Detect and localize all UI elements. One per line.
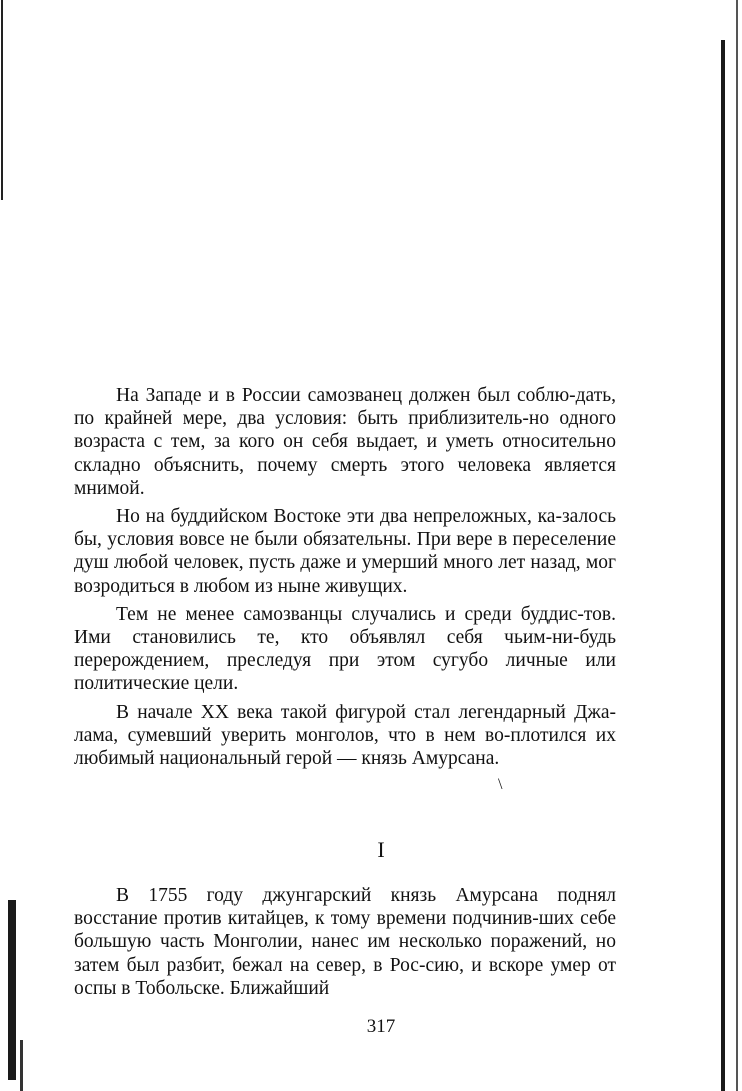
intro-paragraph-3: Тем не менее самозванцы случались и среди буддис-тов. Ими становились те, кто объявлял себя чьим-ни-будь перерождением, преследуя при этом сугубо личные или политические цели. — [74, 603, 616, 695]
chapter-text — [74, 884, 616, 1005]
scan-edge-left — [1, 0, 3, 200]
chapter-paragraph-1: В 1755 году джунгарский князь Амурсана поднял восстание против китайцев, к тому времени подчинив-ших себе большую часть Монголии, нанес им несколько поражений, но затем был разбит, бежал на север, в Рос-сию, и вскоре умер от оспы в Тобольске. Ближайший — [74, 885, 616, 999]
intro-paragraph-4: В начале XX века такой фигурой стал легендарный Джа-лама, сумевший уверить монголов, что в нем во-плотился их любимый национальный герой — князь Амурсана. — [74, 701, 616, 770]
intro-paragraph-2: Но на буддийском Востоке эти два непреложных, ка-залось бы, условия вовсе не были обязательны. При вере в переселение душ любой человек, пусть даже и умерший много лет назад, мог возродиться в любом из ныне живущих. — [74, 506, 616, 597]
stray-mark: \ — [498, 776, 503, 793]
intro-paragraph-1: На Западе и в России самозванец должен был соблю-дать, по крайней мере, два условия: быть приблизитель-но одного возраста с тем, за кого он себя выдает, и уметь относительно складно объяснить, почему смерть этого человека является мнимой. — [74, 385, 616, 499]
scan-edge-left-bottom — [8, 900, 16, 1080]
page-number: 317 — [366, 1016, 396, 1037]
scan-edge-left-bottom-thin — [20, 1040, 23, 1091]
scan-edge-right — [721, 40, 725, 1091]
scan-edge-right-outer — [736, 0, 738, 1091]
section-number: I — [377, 837, 385, 862]
intro-text — [74, 384, 616, 775]
